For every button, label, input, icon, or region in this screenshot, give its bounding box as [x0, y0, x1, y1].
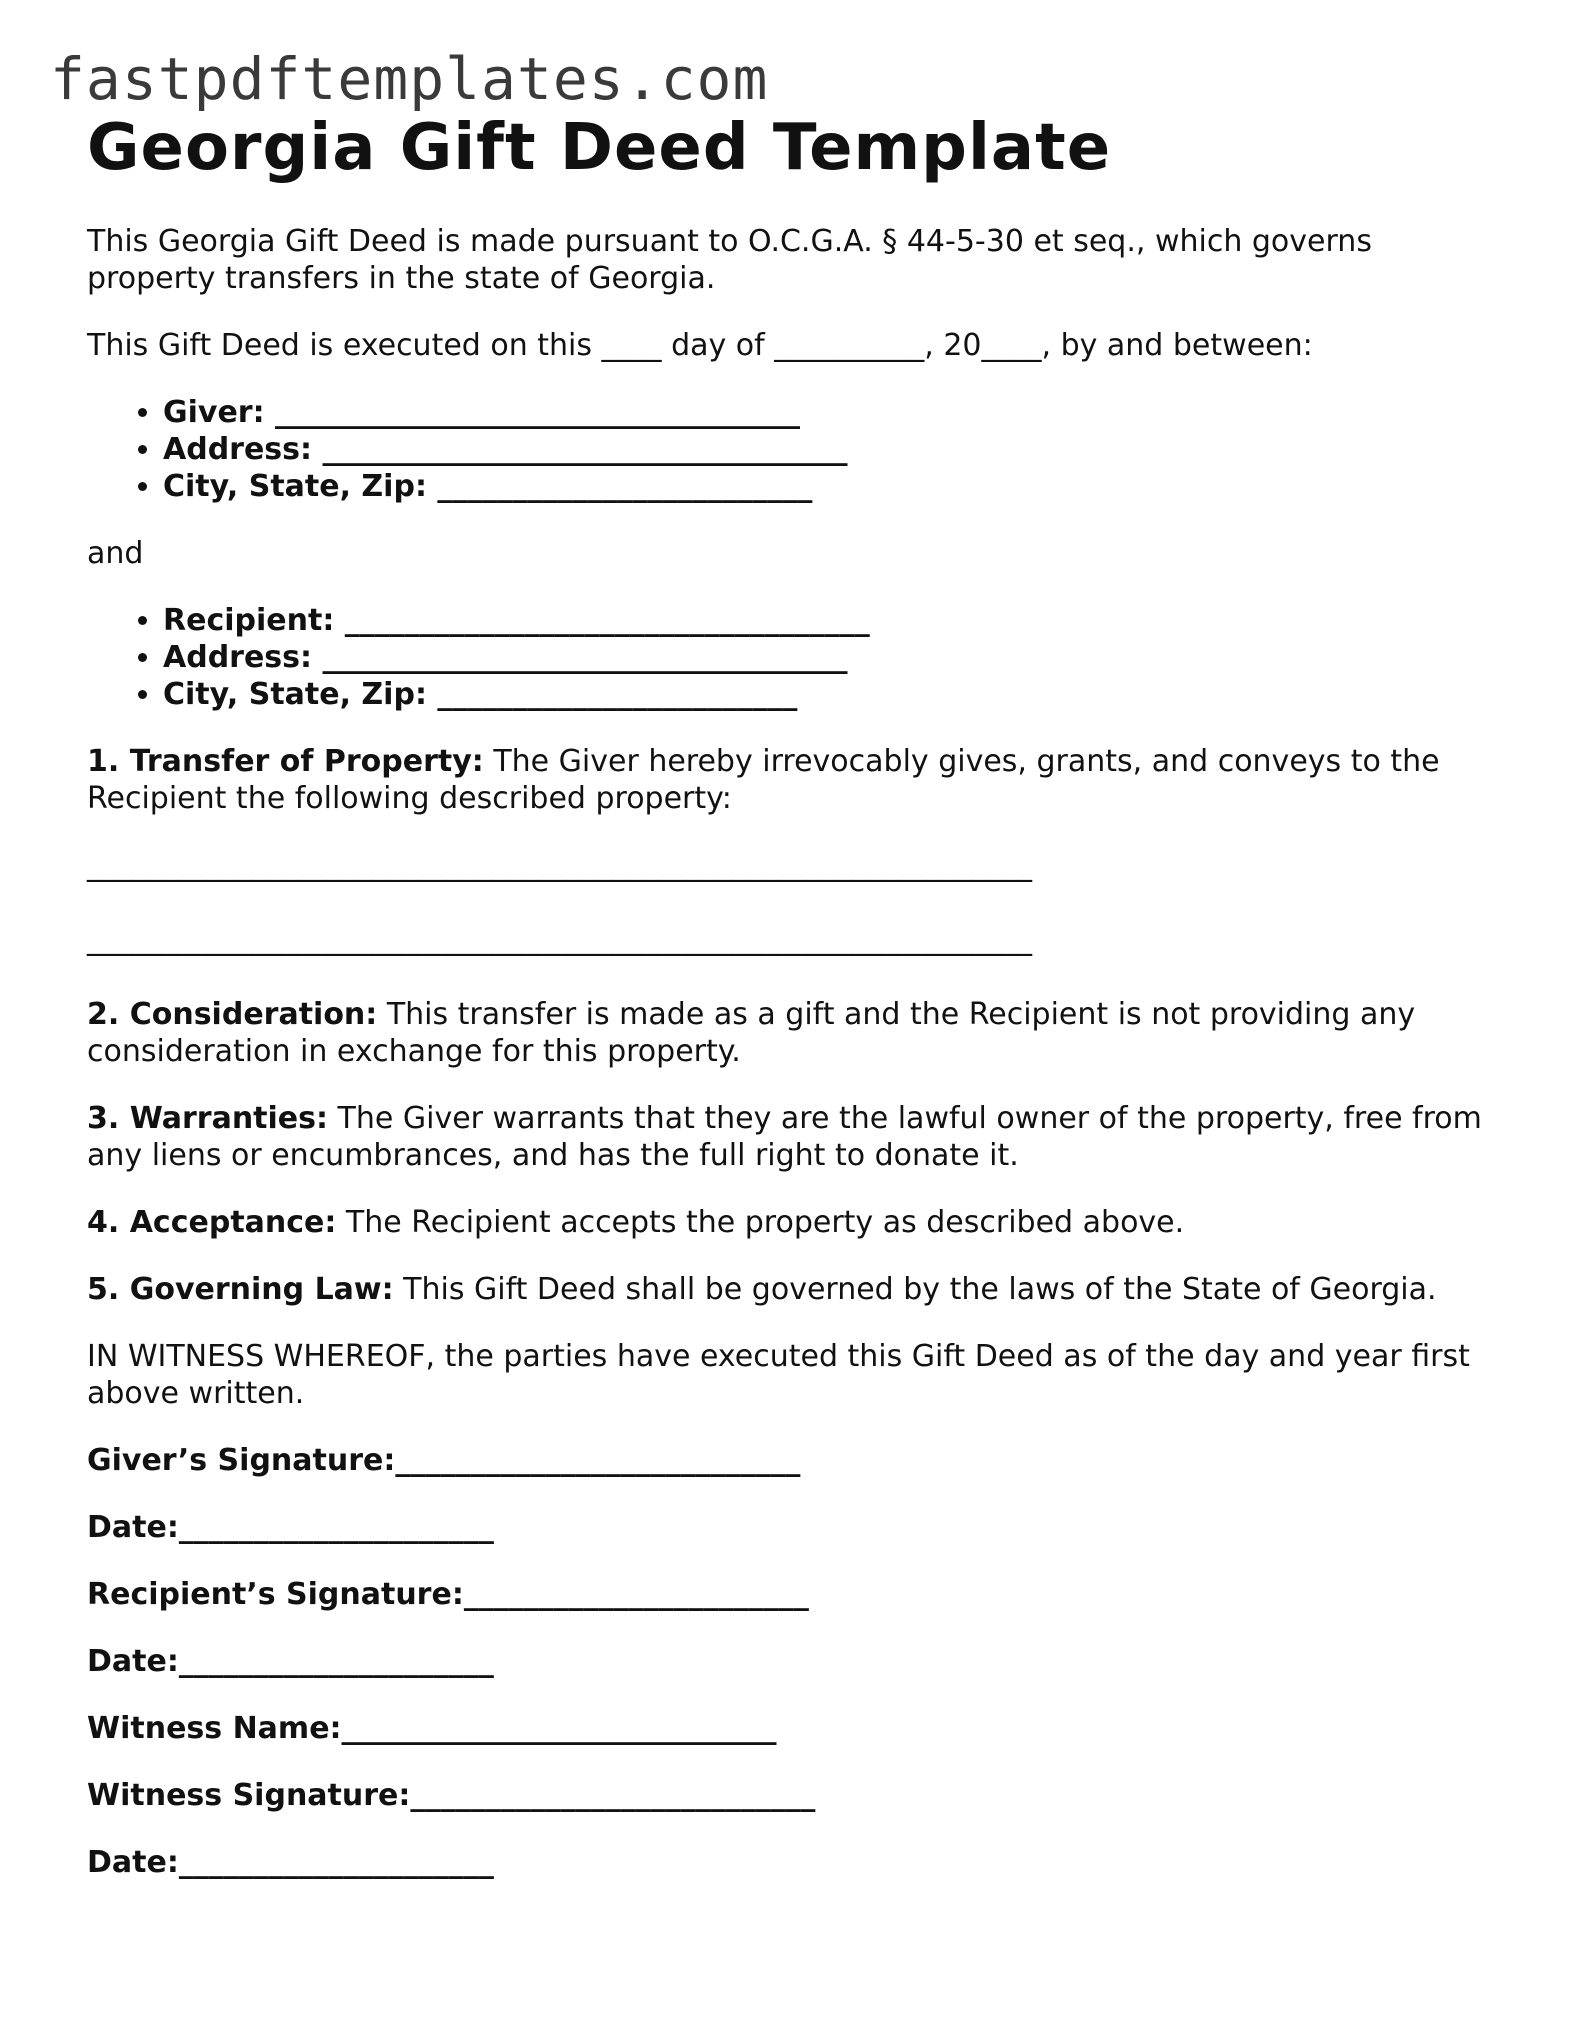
giver-label: Giver: [163, 394, 265, 430]
and-text: and [87, 535, 144, 571]
watermark: fastpdftemplates.com [50, 45, 769, 113]
property-line-1: _______________________________________________________________ [87, 847, 1032, 883]
recipient-address-blank: ___________________________________ [312, 639, 848, 675]
section-heading: 5. Governing Law: [87, 1271, 394, 1307]
recipient-address-label: Address: [163, 639, 313, 675]
section-body: The Giver hereby irrevocably gives, grants, and conveys to the Recipient the following described property: [87, 743, 1440, 816]
section-acceptance [87, 1204, 1487, 1241]
recipient-label: Recipient: [163, 602, 335, 638]
intro-paragraph: This Georgia Gift Deed is made pursuant to O.C.G.A. § 44-5-30 et seq., which governs property transfers in the state of Georgia. [87, 223, 1372, 296]
witness-clause: IN WITNESS WHEREOF, the parties have executed this Gift Deed as of the day and year first above written. [87, 1338, 1470, 1411]
giver-signature-line: Giver’s Signature:___________________________ [87, 1442, 801, 1478]
section-body: The Giver warrants that they are the lawful owner of the property, free from any liens or encumbrances, and has the full right to donate it. [87, 1100, 1482, 1173]
section-heading: 2. Consideration: [87, 996, 378, 1032]
section-warranties [87, 1100, 1487, 1174]
giver-address-label: Address: [163, 431, 313, 467]
giver-blank: ___________________________________ [264, 394, 801, 430]
section-heading: 3. Warranties: [87, 1100, 328, 1136]
giver-date-line: Date:_____________________ [87, 1509, 494, 1545]
list-item [163, 639, 1487, 676]
list-item [163, 468, 1487, 505]
section-transfer [87, 743, 1487, 817]
giver-city-label: City, State, Zip: [163, 468, 427, 504]
section-heading: 1. Transfer of Property: [87, 743, 484, 779]
giver-address-blank: ___________________________________ [312, 431, 848, 467]
recipient-city-blank: ________________________ [426, 676, 798, 712]
section-body: The Recipient accepts the property as described above. [336, 1204, 1185, 1240]
property-line-2: _______________________________________________________________ [87, 921, 1032, 957]
witness-date-line: Date:_____________________ [87, 1844, 494, 1880]
recipient-city-label: City, State, Zip: [163, 676, 427, 712]
section-consideration [87, 996, 1487, 1070]
document-body [87, 110, 1487, 1881]
list-item [163, 676, 1487, 713]
list-item [163, 602, 1487, 639]
section-heading: 4. Acceptance: [87, 1204, 337, 1240]
witness-name-line: Witness Name:_____________________________ [87, 1710, 777, 1746]
execution-line: This Gift Deed is executed on this ____ day of __________, 20____, by and between: [87, 327, 1313, 363]
list-item [163, 394, 1487, 431]
section-body: This transfer is made as a gift and the Recipient is not providing any consideration in exchange for this property. [87, 996, 1416, 1069]
recipient-fields-list [87, 602, 1487, 713]
page-title: Georgia Gift Deed Template [87, 111, 1112, 185]
recipient-signature-line: Recipient’s Signature:_______________________ [87, 1576, 809, 1612]
giver-fields-list [87, 394, 1487, 505]
list-item [163, 431, 1487, 468]
giver-city-blank: _________________________ [426, 468, 813, 504]
recipient-date-line: Date:_____________________ [87, 1643, 494, 1679]
witness-signature-line: Witness Signature:___________________________ [87, 1777, 816, 1813]
section-governing-law [87, 1271, 1487, 1308]
recipient-blank: ___________________________________ [334, 602, 870, 638]
section-body: This Gift Deed shall be governed by the laws of the State of Georgia. [393, 1271, 1437, 1307]
